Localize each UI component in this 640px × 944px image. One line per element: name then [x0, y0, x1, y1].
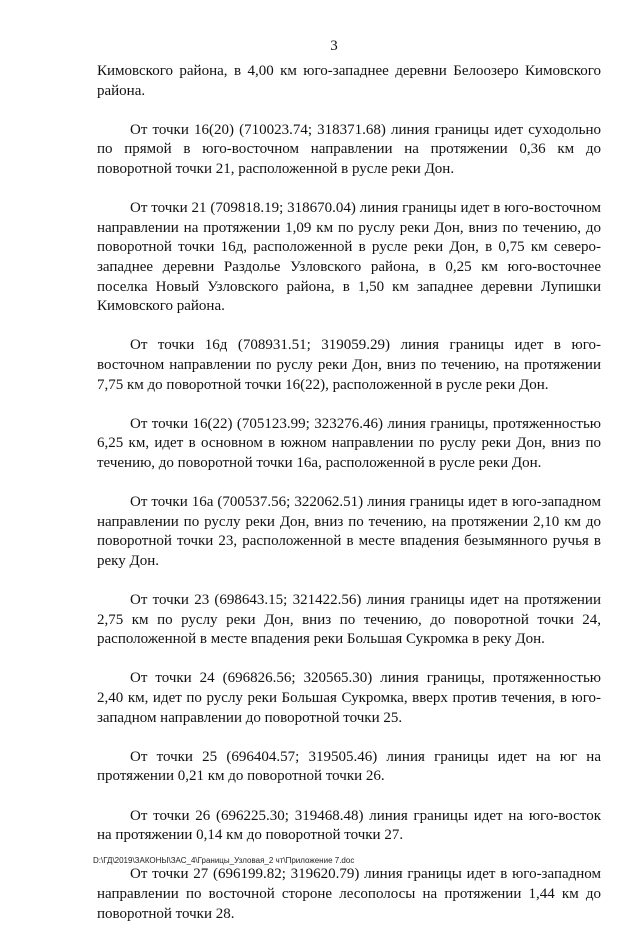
paragraph-point-23: От точки 23 (698643.15; 321422.56) линия границы идет на протяжении 2,75 км по руслу реки Дон, вниз по течению, до поворотной точки 24, расположенной в месте впадения реки Большая Сукромка в реку Дон.	[97, 592, 601, 648]
paragraph-point-24: От точки 24 (696826.56; 320565.30) линия границы, протяженностью 2,40 км, идет по руслу реки Большая Сукромка, вверх против течения, в юго-западном направлении до поворотной точки 25.	[97, 670, 601, 726]
paragraph-point-16-20: От точки 16(20) (710023.74; 318371.68) линия границы идет суходольно по прямой в юго-восточном направлении на протяжении 0,36 км до поворотной точки 21, расположенной в русле реки Дон.	[97, 121, 601, 177]
page-number: 3	[330, 38, 338, 54]
paragraph-point-26: От точки 26 (696225.30; 319468.48) линия границы идет на юго-восток на протяжении 0,14 км до поворотной точки 27.	[97, 807, 601, 844]
footer-file-path: D:\ГД\2019\ЗАКОНЫ\ЗАС_4\Границы_Узловая_2 чт\Приложение 7.doc	[93, 856, 355, 865]
paragraph-point-27: От точки 27 (696199.82; 319620.79) линия границы идет в юго-западном направлении по восточной стороне лесополосы на протяжении 1,44 км до поворотной точки 28.	[97, 866, 601, 922]
paragraph-point-16-22: От точки 16(22) (705123.99; 323276.46) линия границы, протяженностью 6,25 км, идет в основном в южном направлении по руслу реки Дон, вниз по течению, до поворотной точки 16а, расположенной в русле реки Дон.	[97, 415, 601, 471]
paragraph-point-16d: От точки 16д (708931.51; 319059.29) линия границы идет в юго-восточном направлении по руслу реки Дон, вниз по течению, на протяжении 7,75 км до поворотной точки 16(22), расположенной в русле реки Дон.	[97, 337, 601, 393]
paragraph-point-16a: От точки 16а (700537.56; 322062.51) линия границы идет в юго-западном направлении по руслу реки Дон, вниз по течению, на протяжении 2,10 км до поворотной точки 23, расположенной в месте впадения безымянного ручья в реку Дон.	[97, 494, 601, 569]
document-body	[97, 62, 601, 944]
paragraph-continuation: Кимовского района, в 4,00 км юго-западнее деревни Белоозеро Кимовского района.	[97, 63, 601, 99]
paragraph-point-25: От точки 25 (696404.57; 319505.46) линия границы идет на юг на протяжении 0,21 км до поворотной точки 26.	[97, 748, 601, 785]
paragraph-point-21: От точки 21 (709818.19; 318670.04) линия границы идет в юго-восточном направлении на протяжении 1,09 км по руслу реки Дон, вниз по течению, до поворотной точки 16д, расположенной в русле реки Дон, в 0,75 км северо-западнее деревни Раздолье Узловского района, в 0,25 км юго-восточнее поселка Новый Узловского района, в 1,50 км западнее деревни Лупишки Кимовского района.	[97, 200, 601, 315]
